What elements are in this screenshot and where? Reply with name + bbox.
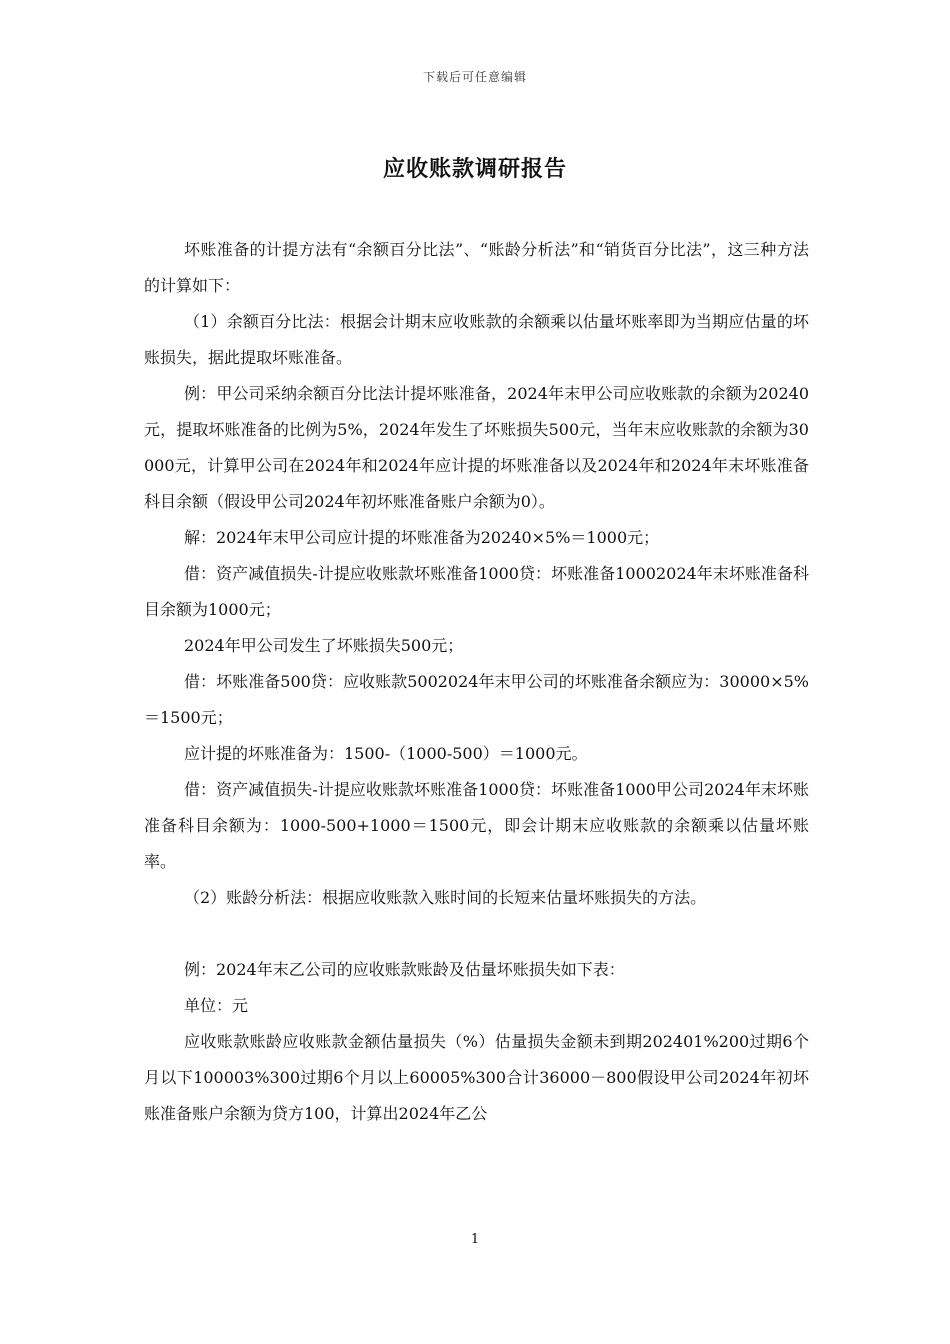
document-body xyxy=(144,232,809,1132)
paragraph-example-2: 例：2024年末乙公司的应收账款账龄及估量坏账损失如下表： xyxy=(184,960,625,979)
paragraph-journal-entry-3: 借：资产减值损失-计提应收账款坏账准备1000贷：坏账准备1000甲公司2024年末坏账准备科目余额为：1000-500+1000＝1500元，即会计期末应收账款的余额乘以估量坏账率。 xyxy=(144,780,809,871)
paragraph-solution: 解：2024年末甲公司应计提的坏账准备为20240×5%＝1000元； xyxy=(184,528,660,547)
paragraph-unit: 单位：元 xyxy=(184,996,249,1015)
paragraph-bad-debt-loss: 2024年甲公司发生了坏账损失500元； xyxy=(184,636,464,655)
paragraph-journal-entry-1: 借：资产减值损失-计提应收账款坏账准备1000贷：坏账准备10002024年末坏账准备科目余额为1000元； xyxy=(144,564,809,619)
document-title: 应收账款调研报告 xyxy=(382,156,567,182)
paragraph-aging-method: （2）账龄分析法：根据应收账款入账时间的长短来估量坏账损失的方法。 xyxy=(184,888,707,907)
paragraph-balance-percentage-method: （1）余额百分比法：根据会计期末应收账款的余额乘以估量坏账率即为当期应估量的坏账损失，据此提取坏账准备。 xyxy=(144,312,809,367)
paragraph-provision-amount: 应计提的坏账准备为：1500-（1000-500）＝1000元。 xyxy=(184,744,588,763)
page-number: 1 xyxy=(470,1232,480,1247)
paragraph-journal-entry-2: 借：坏账准备500贷：应收账款5002024年末甲公司的坏账准备余额应为：30000×5%＝1500元； xyxy=(144,672,809,727)
header-note: 下载后可任意编辑 xyxy=(422,70,527,84)
paragraph-methods-intro: 坏账准备的计提方法有“余额百分比法”、“账龄分析法”和“销货百分比法”，这三种方法的计算如下： xyxy=(144,240,809,295)
paragraph-example-1: 例：甲公司采纳余额百分比法计提坏账准备，2024年末甲公司应收账款的余额为20240元，提取坏账准备的比例为5%，2024年发生了坏账损失500元，当年末应收账款的余额为30000元，计算甲公司在2024年和2024年应计提的坏账准备以及2024年和2024年末坏账准备科目余额（假设甲公司2024年初坏账准备账户余额为0）。 xyxy=(144,384,809,511)
paragraph-aging-table-text: 应收账款账龄应收账款金额估量损失（%）估量损失金额未到期202401%200过期6个月以下100003%300过期6个月以上60005%300合计36000－800假设甲公司2024年初坏账准备账户余额为贷方100，计算出2024年乙公 xyxy=(144,1032,809,1123)
